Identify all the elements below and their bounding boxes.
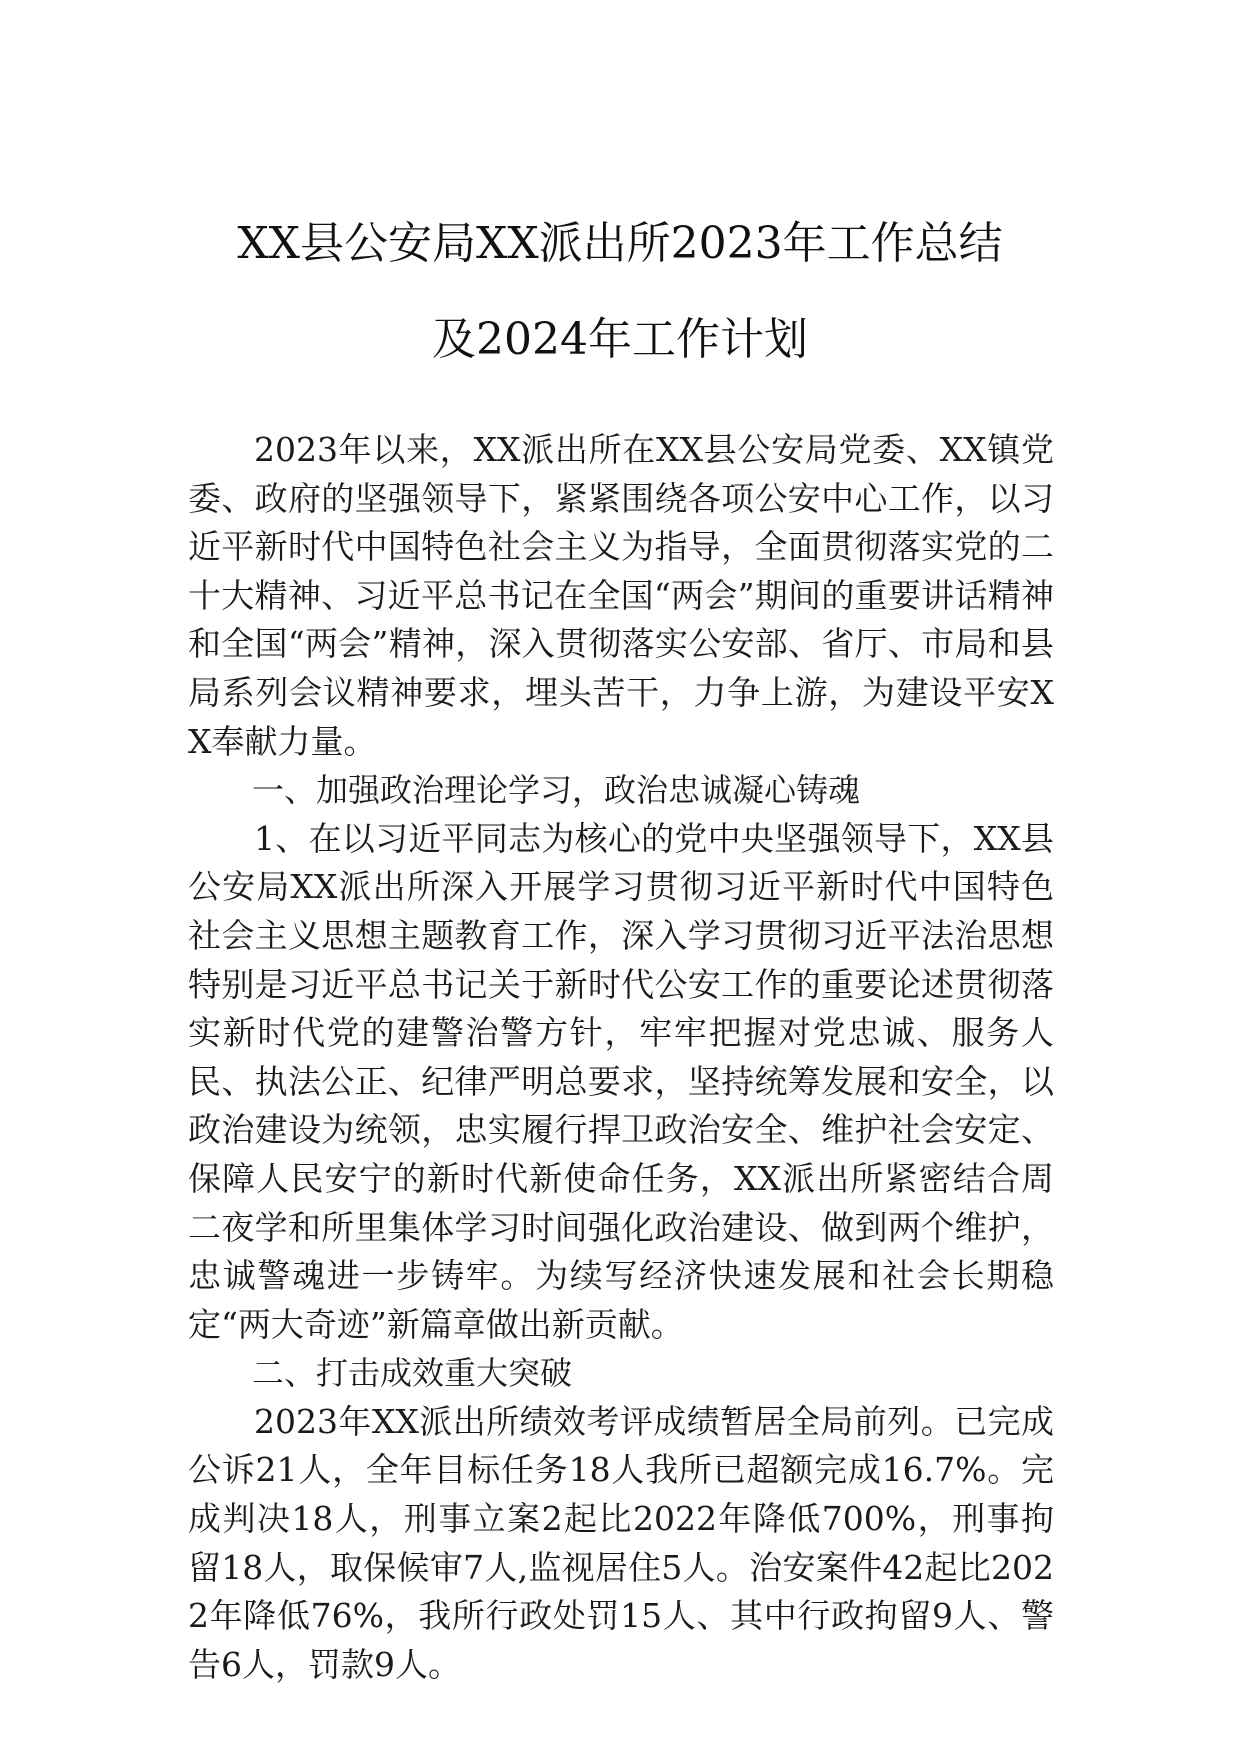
section-1-paragraph: 1、在以习近平同志为核心的党中央坚强领导下，XX县公安局XX派出所深入开展学习贯彻习近平新时代中国特色社会主义思想主题教育工作，深入学习贯彻习近平法治思想特别是习近平总书记关于新时代公安工作的重要论述贯彻落实新时代党的建警治警方针，牢牢把握对党忠诚、服务人民、执法公正、纪律严明总要求，坚持统筹发展和安全，以政治建设为统领，忠实履行捍卫政治安全、维护社会安定、保障人民安宁的新时代新使命任务，XX派出所紧密结合周二夜学和所里集体学习时间强化政治建设、做到两个维护，忠诚警魂进一步铸牢。为续写经济快速发展和社会长期稳定“两大奇迹”新篇章做出新贡献。 [188,818,1054,1344]
document-body [188,426,1054,1689]
section-heading-1: 一、加强政治理论学习，政治忠诚凝心铸魂 [252,771,861,810]
section-2-paragraph: 2023年XX派出所绩效考评成绩暂居全局前列。已完成公诉21人，全年目标任务18人我所已超额完成16.7%。完成判决18人，刑事立案2起比2022年降低700%，刑事拘留18人，取保候审7人,监视居住5人。治安案件42起比2022年降低76%，我所行政处罚15人、其中行政拘留9人、警告6人，罚款9人。 [188,1401,1054,1684]
document-title-line-1: XX县公安局XX派出所2023年工作总结 [237,218,1003,269]
intro-paragraph: 2023年以来，XX派出所在XX县公安局党委、XX镇党委、政府的坚强领导下，紧紧围绕各项公安中心工作，以习近平新时代中国特色社会主义为指导，全面贯彻落实党的二十大精神、习近平总书记在全国“两会”期间的重要讲话精神和全国“两会”精神，深入贯彻落实公安部、省厅、市局和县局系列会议精神要求，埋头苦干，力争上游，为建设平安XX奉献力量。 [188,430,1054,761]
section-heading-2: 二、打击成效重大突破 [252,1354,573,1393]
document-title-line-2: 及2024年工作计划 [432,314,808,365]
